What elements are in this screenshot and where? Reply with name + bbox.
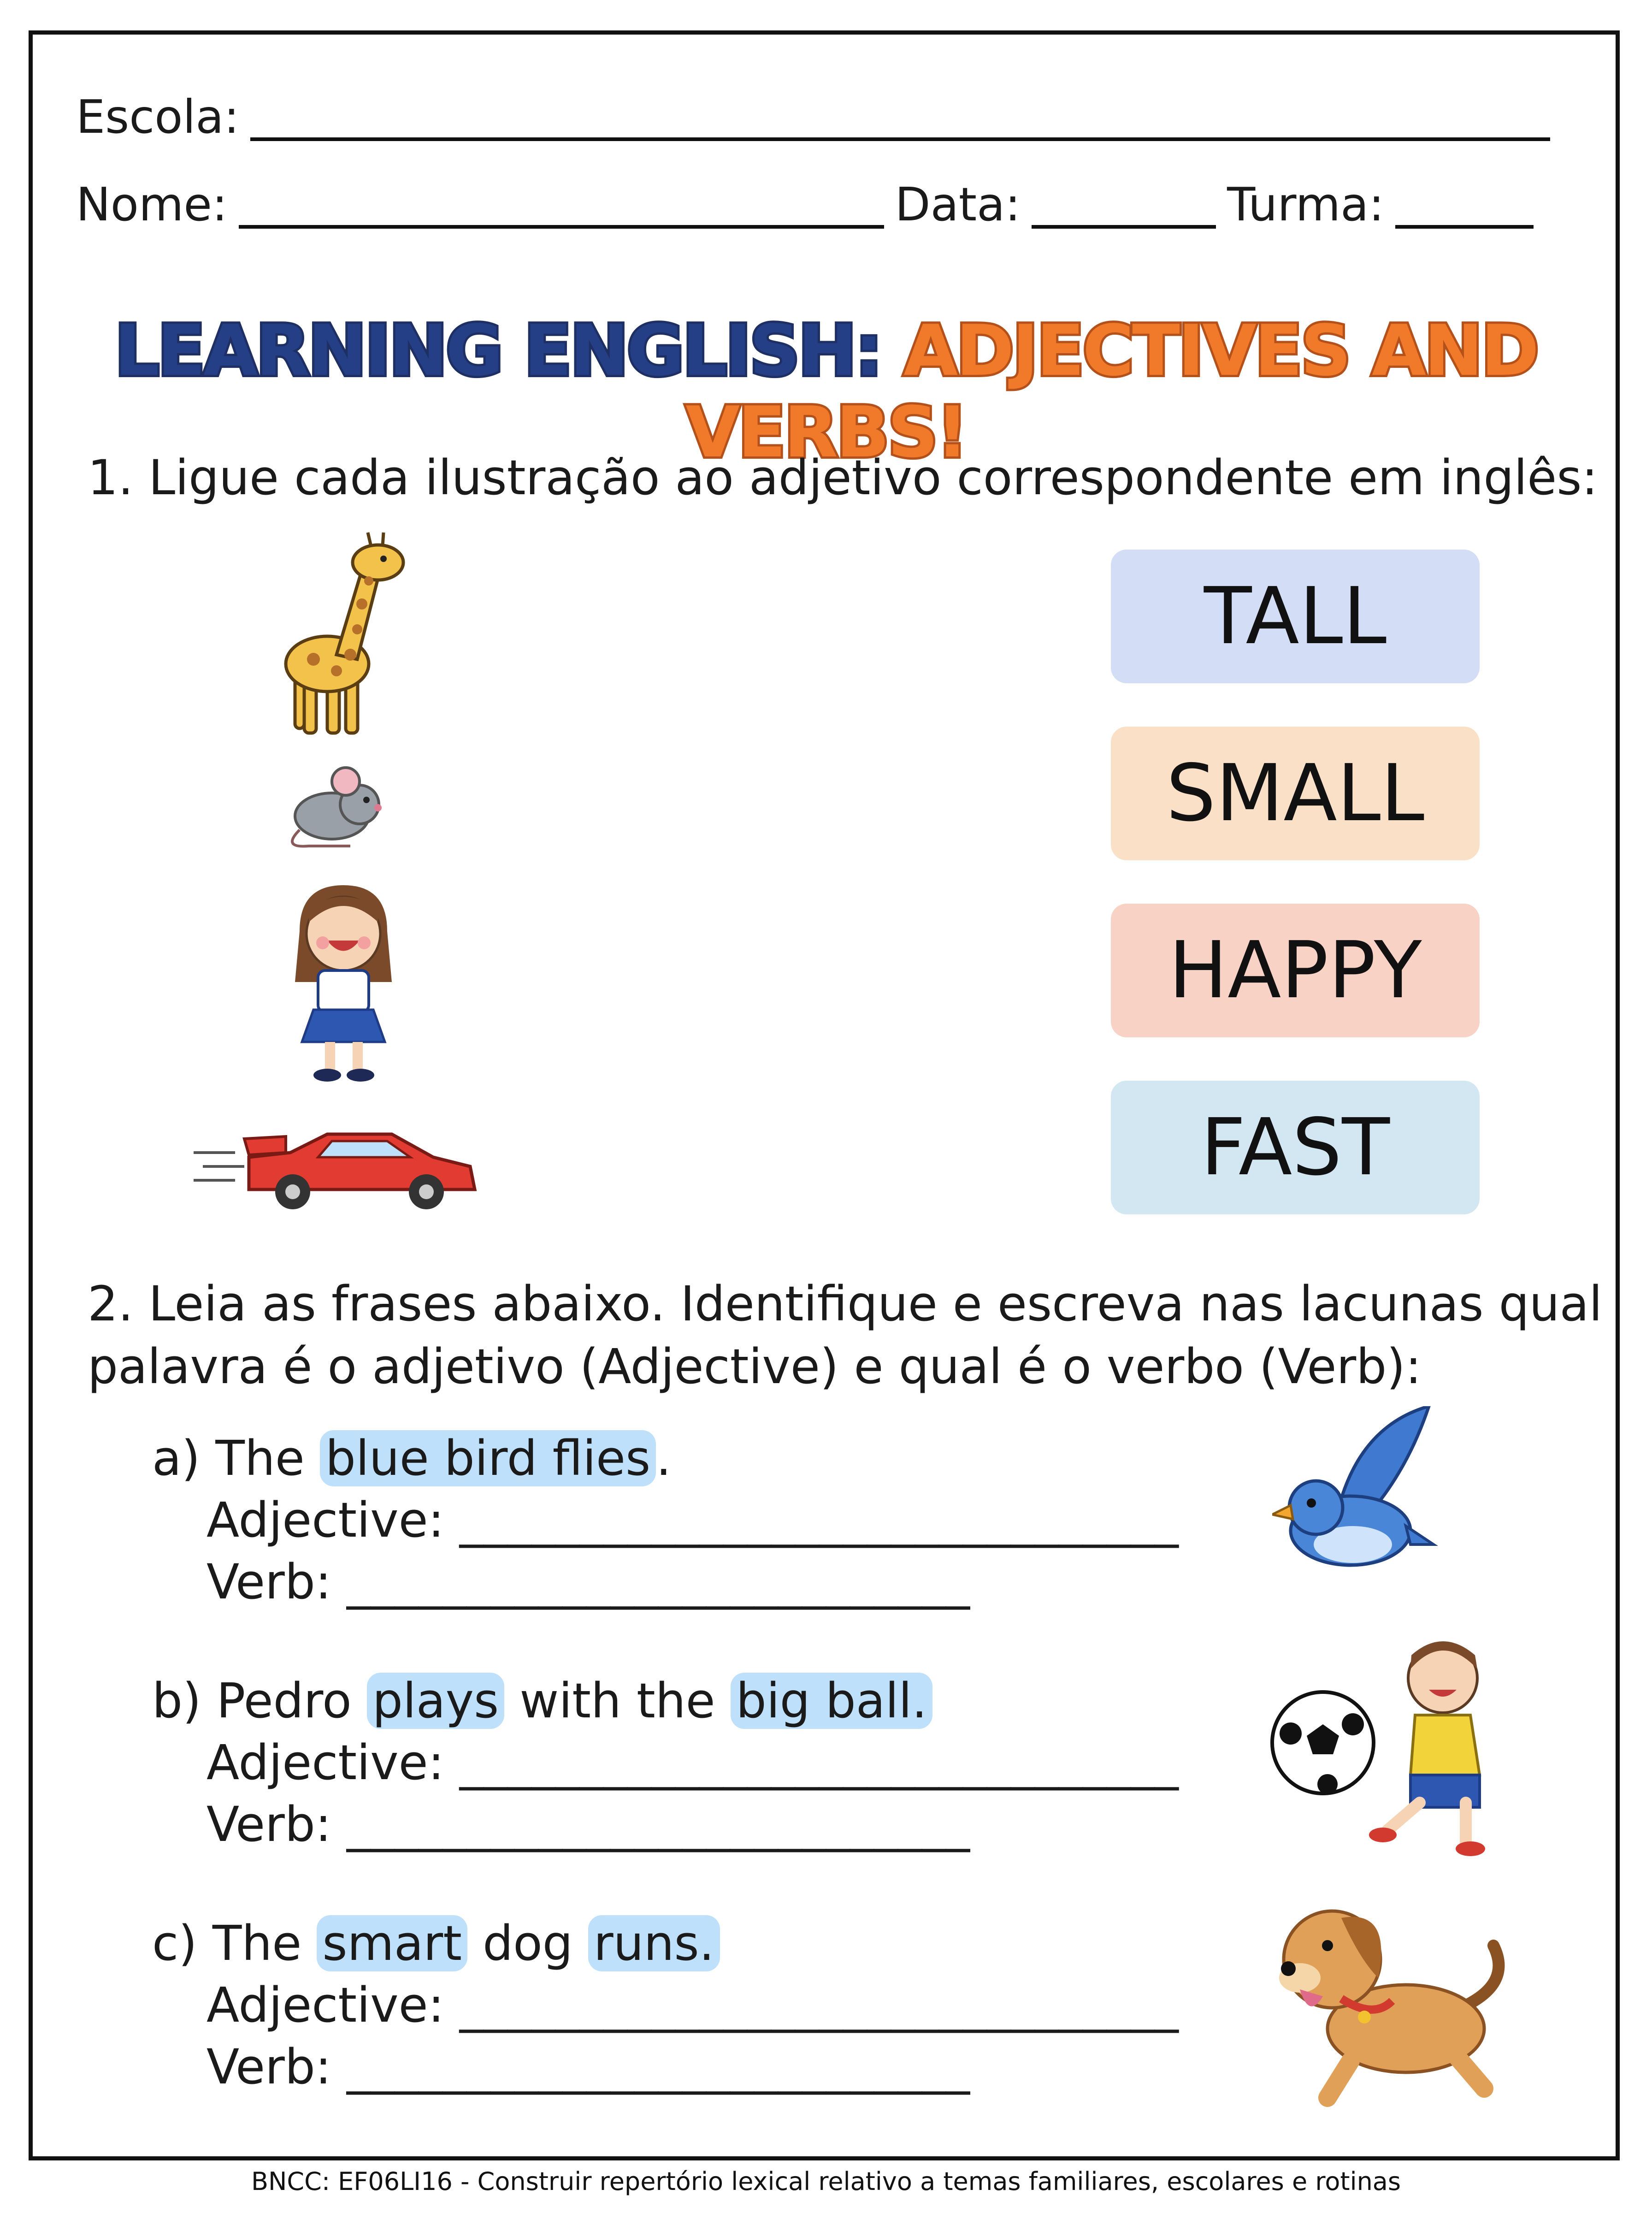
word-fast: FAST — [1200, 1102, 1390, 1193]
name-label: Nome: — [76, 178, 228, 231]
date-field[interactable] — [1032, 193, 1216, 229]
verb-label: Verb: — [206, 1796, 331, 1852]
question2-prompt-line2: palavra é o adjetivo (Adjective) e qual é o verbo (Verb): — [88, 1338, 1422, 1395]
school-field[interactable] — [250, 105, 1550, 141]
title-part1: LEARNING ENGLISH: — [114, 310, 881, 391]
sentence-text: The — [212, 1915, 302, 1971]
question2-prompt — [88, 1272, 1602, 1398]
adjective-answer-line[interactable] — [152, 1732, 1179, 1793]
verb-blank: __________________________ — [346, 1554, 970, 1610]
name-row — [76, 178, 1545, 231]
question2-prompt-line1: 2. Leia as frases abaixo. Identifique e escreva nas lacunas qual — [88, 1276, 1603, 1332]
adjective-blank: ______________________________ — [459, 1734, 1179, 1791]
word-happy: HAPPY — [1168, 925, 1422, 1016]
highlight-phrase: plays — [367, 1673, 504, 1729]
verb-label: Verb: — [206, 1554, 331, 1610]
bird-icon — [1272, 1406, 1438, 1591]
verb-answer-line[interactable] — [152, 1793, 1179, 1855]
question1-prompt: 1. Ligue cada ilustração ao adjetivo correspondente em inglês: — [88, 450, 1598, 506]
word-box-fast[interactable] — [1111, 1081, 1480, 1214]
word-tall: TALL — [1204, 571, 1387, 662]
item-letter: b) — [152, 1673, 201, 1729]
item-letter: c) — [152, 1915, 197, 1971]
adjective-label: Adjective: — [206, 1492, 444, 1548]
adjective-answer-line[interactable] — [152, 1974, 1179, 2036]
adjective-label: Adjective: — [206, 1734, 444, 1791]
happy-girl-icon[interactable] — [281, 876, 406, 1088]
fast-car-icon[interactable] — [194, 1120, 484, 1213]
highlight-phrase: blue bird flies — [320, 1430, 656, 1486]
highlight-phrase: smart — [317, 1915, 467, 1971]
sentence-end: . — [656, 1430, 672, 1486]
class-label: Turma: — [1227, 178, 1385, 231]
word-box-small[interactable] — [1111, 727, 1480, 860]
item-letter: a) — [152, 1430, 201, 1486]
adjective-blank: ______________________________ — [459, 1492, 1179, 1548]
verb-answer-line[interactable] — [152, 2036, 1179, 2098]
adjective-label: Adjective: — [206, 1977, 444, 2033]
verb-answer-line[interactable] — [152, 1551, 1179, 1613]
sentence-a — [152, 1427, 1179, 1613]
title-part2: ADJECTIVES AND VERBS! — [685, 310, 1538, 473]
sentence-text: The — [215, 1430, 305, 1486]
adjective-blank: ______________________________ — [459, 1977, 1179, 2033]
verb-blank: __________________________ — [346, 1796, 970, 1852]
sentence-c — [152, 1912, 1179, 2098]
school-row — [76, 90, 1561, 144]
word-small: SMALL — [1166, 748, 1425, 839]
school-label: Escola: — [76, 90, 240, 144]
sentence-b — [152, 1670, 1179, 1855]
word-box-tall[interactable] — [1111, 550, 1480, 683]
date-label: Data: — [895, 178, 1021, 231]
verb-label: Verb: — [206, 2039, 331, 2095]
dog-icon — [1272, 1890, 1512, 2112]
name-field[interactable] — [239, 193, 884, 229]
highlight-phrase: big ball. — [731, 1673, 933, 1729]
verb-blank: __________________________ — [346, 2039, 970, 2095]
sentence-text: Pedro — [216, 1673, 352, 1729]
highlight-phrase: runs. — [588, 1915, 720, 1971]
mouse-icon[interactable] — [281, 761, 392, 853]
giraffe-icon[interactable] — [267, 526, 406, 738]
adjective-answer-line[interactable] — [152, 1489, 1179, 1551]
class-field[interactable] — [1395, 193, 1534, 229]
sentence-text: with the — [519, 1673, 715, 1729]
sentence-text: dog — [483, 1915, 573, 1971]
boy-soccer-icon — [1268, 1627, 1521, 1858]
footer-bncc: BNCC: EF06LI16 - Construir repertório lexical relativo a temas familiares, escolares e rotinas — [251, 2167, 1401, 2196]
word-box-happy[interactable] — [1111, 904, 1480, 1037]
